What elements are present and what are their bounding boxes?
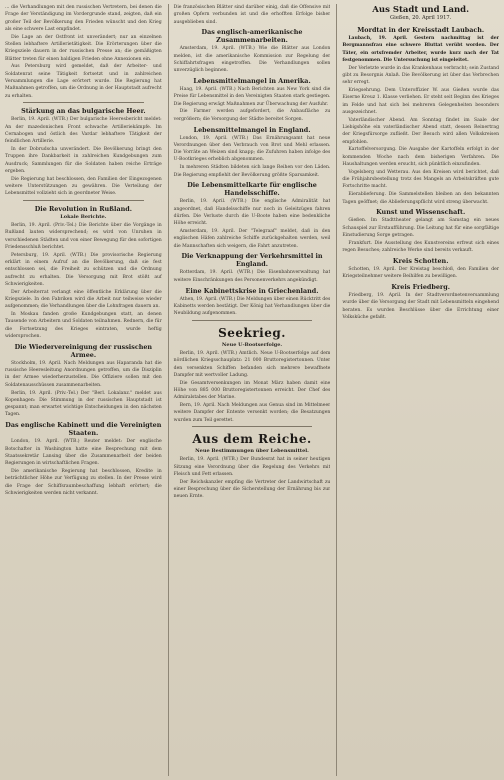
- article-heading: Die Verknappung der Verkehrsmittel in England.: [181, 252, 323, 269]
- article-paragraph: Die Regierung hat beschlossen, den Familien der Eingezogenen weitere Unterstützungen zu gewähren. Die Verteilung der Lebensmittel vollzieht sich in geordneter Weise.: [5, 176, 162, 197]
- article-heading: Stärkung an das bulgarische Heer.: [21, 107, 146, 116]
- section-date: Gießen, 20. April 1917.: [390, 15, 452, 21]
- article-paragraph: Laubach, 19. April. Gestern nachmittag ist der Bergmannsfrau eine schwere Bluttat verübt worden. Der Täter, ein ortsfremder Arbeiter, wurde kurz nach der Tat festgenommen. Die Untersuchung ist eingeleitet.: [342, 36, 500, 63]
- article-paragraph: Berlin, 19. April. (WTB.) Der Bundesrat hat in seiner heutigen Sitzung eine Verordnung über die Regelung des Verkehrs mit Fleisch und Fett erlassen.: [173, 457, 331, 477]
- article-paragraph: Der Verletzte wurde in das Krankenhaus verbracht; sein Zustand gibt zu Besorgnis Anlaß. Die Bevölkerung ist über das Verbrechen sehr erregt.: [342, 65, 500, 86]
- article-paragraph: Athen, 19. April. (WTB.) Die Meldungen über einen Rücktritt des Kabinetts werden bestätigt. Der König hat Verhandlungen über die Neubildung aufgenommen.: [173, 296, 331, 317]
- article-paragraph: Berlin, 19. April. (Priv.-Tel.) Der "Berl. Lokalanz." meldet aus Kopenhagen: Die Stimmung in der russischen Hauptstadt ist gespannt; man erwartet wichtige Entscheidungen in den nächsten Tagen.: [5, 390, 162, 418]
- article-paragraph: Berlin, 19. April. (WTB.) Der bulgarische Heeresbericht meldet: An der mazedonischen Front schwache Artilleriekämpfe. Im Cernabogen und östlich des Vardar lebhaftere Tätigkeit der feindlichen Artillerie.: [5, 117, 162, 145]
- article-paragraph: Berlin, 19. April. (WTB.) Amtlich. Neue U-Bootserfolge auf dem nördlichen Kriegsschauplatz: 21 000 Bruttoregistertonnen. Unter den versenkten Schiffen befanden sich mehrere bewaffnete Dampfer mit wertvoller Ladung.: [173, 350, 331, 378]
- divider: [192, 426, 313, 427]
- article-heading: Eine Kabinettskrise in Griechenland.: [185, 286, 319, 295]
- article-heading: Die Lebensmittelkarte für englische Handelsschiffe.: [187, 181, 317, 198]
- article-paragraph: Die französischen Blätter sind darüber einig, daß die Offensive mit großen Opfern verbunden ist und die erhofften Erfolge bisher ausgeblieben sind.: [173, 5, 331, 25]
- article-subheading: Neue U-Bootserfolge.: [221, 341, 283, 348]
- article-paragraph: In der Dobrudscha unverändert. Die Bevölkerung bringt den Truppen ihre Dankbarkeit in zahlreichen Kundgebungen zum Ausdruck; Sammlungen für die Soldaten haben reiche Erträge ergeben.: [5, 147, 162, 174]
- article-paragraph: Schotten, 19. April. Der Kreistag beschloß, den Familien der Kriegsteilnehmer weitere Beihilfen zu bewilligen.: [342, 266, 500, 280]
- section-heading-reich: Aus dem Reiche.: [192, 432, 312, 447]
- article-paragraph: Vogelsberg und Wetterau. Aus den Kreisen wird berichtet, daß die Frühjahrsbestellung trotz des Mangels an Arbeitskräften gute Fortschritte macht.: [342, 169, 500, 190]
- article-paragraph: Der Arbeiterrat verlangt eine öffentliche Erklärung über die Kriegsziele. In den Fabriken wird die Arbeit nur teilweise wieder aufgenommen; die Verhandlungen über die Lohnfragen dauern an.: [5, 289, 162, 310]
- article-heading: Lebensmittelmangel in Amerika.: [193, 77, 311, 86]
- article-paragraph: Gießen. Im Stadttheater gelangt am Samstag ein neues Schauspiel zur Erstaufführung. Die Leitung hat für eine sorgfältige Einstudierung Sorge getragen.: [342, 218, 500, 238]
- divider: [23, 102, 144, 103]
- article-paragraph: Der Reichskanzler empfing die Vertreter der Landwirtschaft zu einer Besprechung über die Sicherstellung der Ernährung bis zur neuen Ernte.: [173, 479, 331, 500]
- section-heading-seekrieg: Seekrieg.: [218, 325, 286, 340]
- divider: [23, 200, 144, 201]
- article-paragraph: Amsterdam, 19. April. (WTB.) Wie die Blätter aus London melden, ist die amerikanische Kommission zur Regelung der Schiffahrtsfragen eingetroffen. Die Verhandlungen sollen unverzüglich beginnen.: [173, 46, 331, 74]
- column-2: [168, 4, 331, 776]
- article-paragraph: London, 19. April. (WTB.) Das Ernährungsamt hat neue Verordnungen über den Verbrauch von Brot und Mehl erlassen. Die Vorräte an Weizen sind knapp; die Zufuhren haben infolge des U-Bootkrieges erheblich abgenommen.: [173, 135, 331, 163]
- article-heading: Lebensmittelmangel in England.: [193, 125, 311, 134]
- article-paragraph: ... die Verhandlungen mit den russischen Vertretern, bei denen die Frage der Verständigung im Vordergrunde stand, zeigten, daß ein großer Teil der Bevölkerung den Frieden wünscht und den Krieg als eine schwere Last empfindet.: [5, 5, 162, 32]
- article-paragraph: Vaterländischer Abend. Am Sonntag findet im Saale der Liebigshöhe ein vaterländischer Abend statt, dessen Reinertrag der Kriegsfürsorge zufließt. Der Besuch wird allen Volkskreisen empfohlen.: [342, 117, 500, 145]
- article-paragraph: Kartoffelversorgung. Die Ausgabe der Kartoffeln erfolgt in der kommenden Woche nach dem bisherigen Verfahren. Die Haushaltungen werden ersucht, sich pünktlich einzufinden.: [342, 147, 500, 168]
- article-paragraph: Friedberg, 19. April. In der Stadtverordnetenversammlung wurde über die Versorgung der Stadt mit Lebensmitteln eingehend beraten. Es wurden Beschlüsse über die Errichtung einer Volksküche gefaßt.: [342, 292, 500, 320]
- article-paragraph: Bern, 19. April. Nach Meldungen aus Genua sind im Mittelmeer weitere Dampfer der Entente versenkt worden; die Besatzungen wurden zum Teil gerettet.: [173, 402, 331, 423]
- article-paragraph: Amsterdam, 19. April. Der "Telegraaf" meldet, daß in den englischen Häfen zahlreiche Schiffe zurückgehalten werden, weil die Mannschaften sich weigern, die Fahrt anzutreten.: [173, 229, 331, 249]
- article-paragraph: Rotterdam, 19. April. (WTB.) Die Eisenbahnverwaltung hat weitere Einschränkungen des Personenverkehrs angekündigt.: [173, 270, 331, 283]
- article-paragraph: Die Lage an der Ostfront ist unverändert; nur an einzelnen Stellen lebhaftere Artillerietätigkeit. Die Erörterungen über die Kriegsziele dauern in der russischen Presse an; die gemäßigten Blätter treten für einen baldigen Frieden ohne Annexionen ein.: [5, 34, 162, 62]
- article-paragraph: In Moskau fanden große Kundgebungen statt, an denen Tausende von Arbeitern und Soldaten teilnahmen. Rednern, die für die Fortsetzung des Krieges eintraten, wurde heftig widersprochen.: [5, 312, 162, 340]
- column-3: [336, 4, 499, 776]
- article-paragraph: Die Gesamtversenkungen im Monat März haben damit eine Höhe von 885 000 Bruttoregistertonnen erreicht. Der Chef des Admiralstabes der Marine.: [173, 380, 331, 401]
- article-paragraph: Kriegsehrung. Dem Unteroffizier W. aus Gießen wurde das Eiserne Kreuz 1. Klasse verliehen. Er steht seit Beginn des Krieges im Felde und hat sich bei mehreren Gelegenheiten besonders ausgezeichnet.: [342, 88, 500, 115]
- article-heading: Die Revolution in Rußland.: [34, 205, 132, 214]
- article-paragraph: Eierablieferung. Die Sammelstellen bleiben an den bekannten Tagen geöffnet; die Ablieferungspflicht wird streng überwacht.: [342, 192, 500, 205]
- article-paragraph: Frankfurt. Die Ausstellung des Kunstvereins erfreut sich eines regen Besuches; zahlreiche Werke sind bereits verkauft.: [342, 240, 500, 254]
- article-paragraph: Stockholm, 19. April. Nach Meldungen aus Haparanda hat die russische Heeresleitung Anordnungen getroffen, um die Disziplin in der Armee wiederherzustellen. Die Offiziere sollen mit den Soldatenausschüssen zusammenarbeiten.: [5, 360, 162, 388]
- article-heading: Kreis Friedberg.: [391, 282, 450, 291]
- column-1: [5, 4, 162, 776]
- article-paragraph: Aus Petersburg wird gemeldet, daß der Arbeiter- und Soldatenrat seine Tätigkeit fortsetzt und in zahlreichen Versammlungen die Lage erörtert wurde. Die Regierung hat Maßnahmen getroffen, um die Ordnung in der Hauptstadt aufrecht zu erhalten.: [5, 64, 162, 99]
- article-heading: Mordtat in der Kreisstadt Laubach.: [357, 26, 485, 34]
- article-paragraph: London, 19. April. (WTB.) Reuter meldet: Der englische Botschafter in Washington hatte eine Besprechung mit dem Staatssekretär Lansing über die Zusammenarbeit der beiden Regierungen in wirtschaftlichen Fragen.: [5, 439, 162, 467]
- divider: [192, 320, 313, 321]
- article-subheading: Lokale Berichte.: [60, 214, 107, 221]
- section-title: Aus Stadt und Land.: [372, 5, 470, 15]
- article-paragraph: Berlin, 19. April. (WTB.) Die englische Admiralität hat angeordnet, daß Handelsschiffe nur noch in Geleitzügen fahren dürfen. Die Verluste durch die U-Boote haben eine bedenkliche Höhe erreicht.: [173, 199, 331, 227]
- article-paragraph: Die amerikanische Regierung hat beschlossen, Kredite in beträchtlicher Höhe zur Verfügung zu stellen. In der Presse wird die Frage der Schiffsraumbeschaffung lebhaft erörtert; die Schwierigkeiten werden nicht verkannt.: [5, 468, 162, 496]
- article-paragraph: Die Farmer werden aufgefordert, die Anbaufläche zu vergrößern; die Versorgung der Städte bereitet Sorgen.: [173, 109, 331, 122]
- article-paragraph: In mehreren Städten bildeten sich lange Reihen vor den Läden. Die Regierung empfiehlt der Bevölkerung größte Sparsamkeit.: [173, 165, 331, 178]
- article-subheading: Neue Bestimmungen über Lebensmittel.: [195, 448, 309, 455]
- article-heading: Die Wiedervereinigung der russischen Armee.: [14, 342, 153, 359]
- article-heading: Kunst und Wissenschaft.: [376, 208, 466, 217]
- article-paragraph: Berlin, 19. April. (Priv.-Tel.) Die Berichte über die Vorgänge in Rußland lauten widersprechend; es wird von Unruhen in verschiedenen Städten und von einer Bewegung für den sofortigen Friedensschluß berichtet.: [5, 223, 162, 251]
- article-heading: Das englisch-amerikanische Zusammenarbeiten.: [201, 28, 303, 45]
- article-paragraph: Haag, 19. April. (WTB.) Nach Berichten aus New York sind die Preise für Lebensmittel in den Vereinigten Staaten stark gestiegen. Die Regierung erwägt Maßnahmen zur Überwachung der Ausfuhr.: [173, 87, 331, 107]
- article-heading: Kreis Schotten.: [392, 256, 449, 265]
- article-paragraph: Petersburg, 19. April. (WTB.) Die provisorische Regierung erklärt in einem Aufruf an die Bevölkerung, daß sie fest entschlossen sei, die Freiheit zu schützen und die Ordnung aufrecht zu erhalten. Die Versorgung mit Brot stößt auf Schwierigkeiten.: [5, 252, 162, 287]
- article-heading: Das englische Kabinett und die Vereinigten Staaten.: [5, 421, 162, 438]
